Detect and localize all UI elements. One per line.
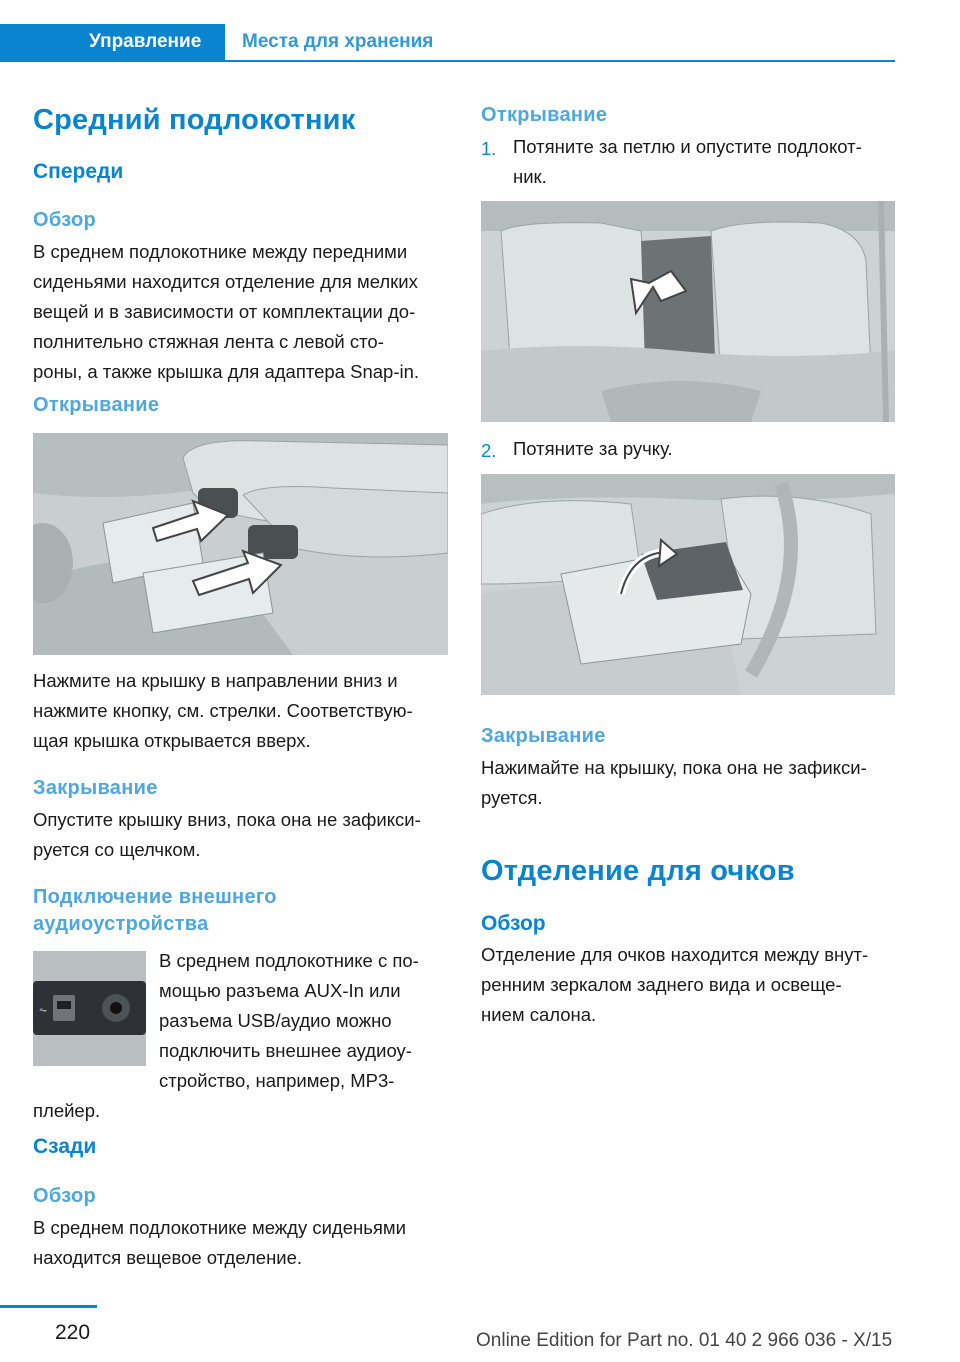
heading-rear-opening: Открывание <box>481 104 608 126</box>
subsection-front: Спереди <box>33 160 124 183</box>
svg-text:⏦: ⏦ <box>39 1005 48 1016</box>
section-title: Средний подлокотник <box>33 104 356 136</box>
heading-overview: Обзор <box>33 209 97 231</box>
armrest-front-photo <box>33 433 448 655</box>
header-rule <box>225 60 895 62</box>
glasses-section-title: Отделение для очков <box>481 855 795 887</box>
subsection-rear: Сзади <box>33 1135 97 1158</box>
header-tab-active[interactable]: Управление <box>89 31 202 52</box>
footer-rule <box>0 1305 97 1308</box>
rear-armrest-handle-photo <box>481 474 895 695</box>
aux-usb-photo <box>33 951 146 1066</box>
step-1-text: Потяните за петлю и опустите подлокот- ник. <box>513 136 862 187</box>
closing-paragraph: Опустите крышку вниз, пока она не зафикси- руется со щелчком. <box>33 809 421 860</box>
heading-opening: Открывание <box>33 394 160 416</box>
rear-armrest-loop-photo <box>481 201 895 422</box>
page-number: 220 <box>55 1321 91 1344</box>
rear-overview-paragraph: В среднем подлокотнике между сиденьями находится вещевое отделение. <box>33 1217 406 1268</box>
glasses-overview-heading: Обзор <box>481 912 546 935</box>
heading-rear-overview: Обзор <box>33 1185 97 1207</box>
heading-rear-closing: Закрывание <box>481 725 606 747</box>
overview-paragraph: В среднем подлокотнике между передними сиденьями находится отделение для мелких вещей и в зависимости от комплектации до- полнительно стяжная лента с левой сто- роны, а также крышка для адаптера Snap-in. <box>33 241 420 382</box>
opening-paragraph: Нажмите на крышку в направлении вниз и нажмите кнопку, см. стрелки. Соответствую- щая крышка открывается вверх. <box>33 670 413 751</box>
glasses-paragraph: Отделение для очков находится между внут- ренним зеркалом заднего вида и освеще- нием салона. <box>481 944 869 1025</box>
audio-paragraph-end: плейер. <box>33 1100 101 1121</box>
rear-closing-paragraph: Нажимайте на крышку, пока она не зафикси- руется. <box>481 757 867 808</box>
step-1-number: 1. <box>481 138 497 159</box>
edition-note: Online Edition for Part no. 01 40 2 966 036 - X/15 <box>476 1330 893 1351</box>
heading-closing: Закрывание <box>33 777 158 799</box>
audio-paragraph: В среднем подлокотнике с по- мощью разъема AUX-In или разъема USB/аудио можно подключить внешнее аудиоу- стройство, например, MP3- <box>159 950 419 1091</box>
step-2-number: 2. <box>481 440 497 461</box>
heading-audio: Подключение внешнего аудиоустройства <box>33 886 277 935</box>
step-2-text: Потяните за ручку. <box>513 438 673 459</box>
header-tab-section[interactable]: Места для хранения <box>242 31 434 52</box>
